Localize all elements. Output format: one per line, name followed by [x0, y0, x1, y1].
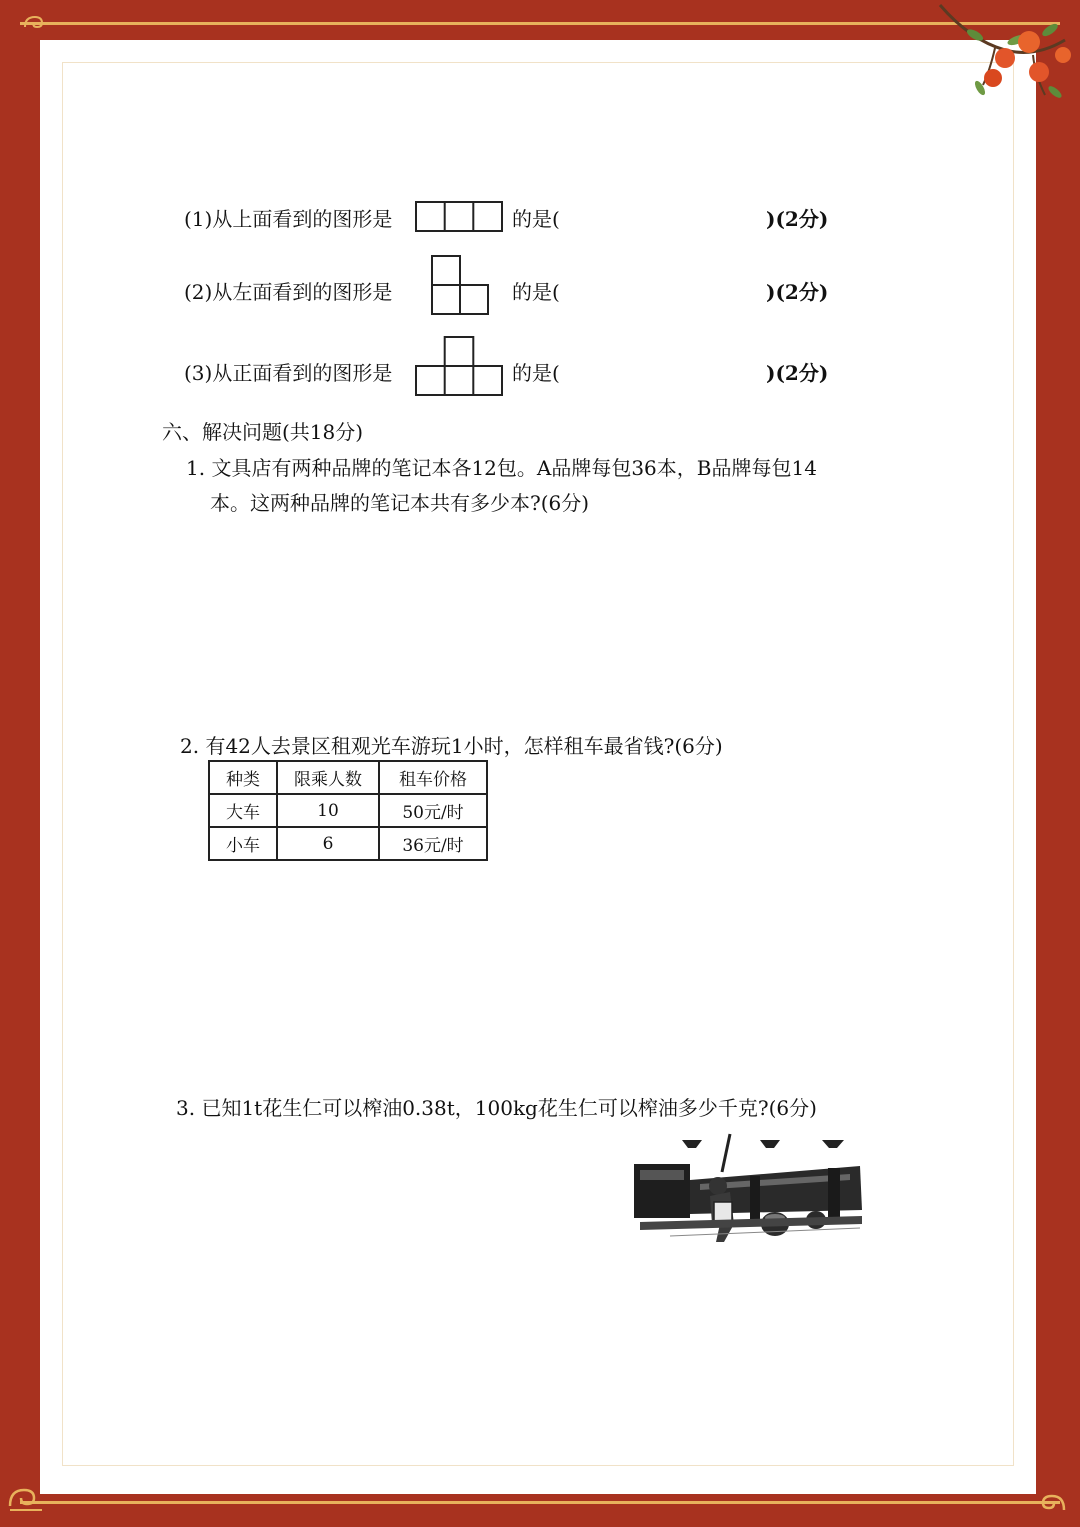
table-header-cell: 种类 [209, 761, 277, 794]
table-header-row [209, 761, 487, 794]
table-cell: 6 [277, 827, 379, 860]
table-cell: 50元/时 [379, 794, 487, 827]
oil-press-illustration [630, 1132, 870, 1252]
table-header-cell: 租车价格 [379, 761, 487, 794]
problem-1-line-1: 1. 文具店有两种品牌的笔记本各12包。A品牌每包36本，B品牌每包14 [186, 456, 817, 480]
persimmon-branch-icon [935, 0, 1080, 115]
table-cell: 小车 [209, 827, 277, 860]
view-question-2-score: )(2分) [766, 280, 829, 304]
view-question-3-score: )(2分) [766, 361, 829, 385]
table-row [209, 794, 487, 827]
view-question-3-label: (3)从正面看到的图形是 [184, 361, 393, 385]
problem-2-text: 2. 有42人去景区租观光车游玩1小时，怎样租车最省钱?(6分) [180, 734, 723, 758]
view-question-2-label: (2)从左面看到的图形是 [184, 280, 393, 304]
l-shape-figure [430, 254, 492, 316]
table-cell: 36元/时 [379, 827, 487, 860]
bottom-gold-border [20, 1501, 1060, 1504]
cloud-ornament-icon [1028, 1484, 1068, 1514]
inner-frame [62, 62, 1014, 1466]
three-squares-row-figure [414, 200, 504, 234]
table-cell: 10 [277, 794, 379, 827]
table-header-cell: 限乘人数 [277, 761, 379, 794]
section-title: 六、解决问题(共18分) [162, 420, 364, 444]
table-cell: 大车 [209, 794, 277, 827]
problem-1-line-2: 本。这两种品牌的笔记本共有多少本?(6分) [210, 491, 590, 515]
view-question-1-suffix: 的是( [512, 207, 560, 231]
view-question-1-score: )(2分) [766, 207, 829, 231]
cloud-ornament-icon [6, 1472, 46, 1512]
table-row [209, 827, 487, 860]
view-question-3-suffix: 的是( [512, 361, 560, 385]
problem-3-text: 3. 已知1t花生仁可以榨油0.38t，100kg花生仁可以榨油多少千克?(6分) [176, 1096, 817, 1120]
view-question-2-suffix: 的是( [512, 280, 560, 304]
cloud-ornament-icon [22, 12, 52, 30]
rental-price-table [208, 760, 488, 861]
view-question-1-label: (1)从上面看到的图形是 [184, 207, 393, 231]
top-gold-border [20, 22, 1060, 25]
t-shape-figure [414, 335, 504, 397]
